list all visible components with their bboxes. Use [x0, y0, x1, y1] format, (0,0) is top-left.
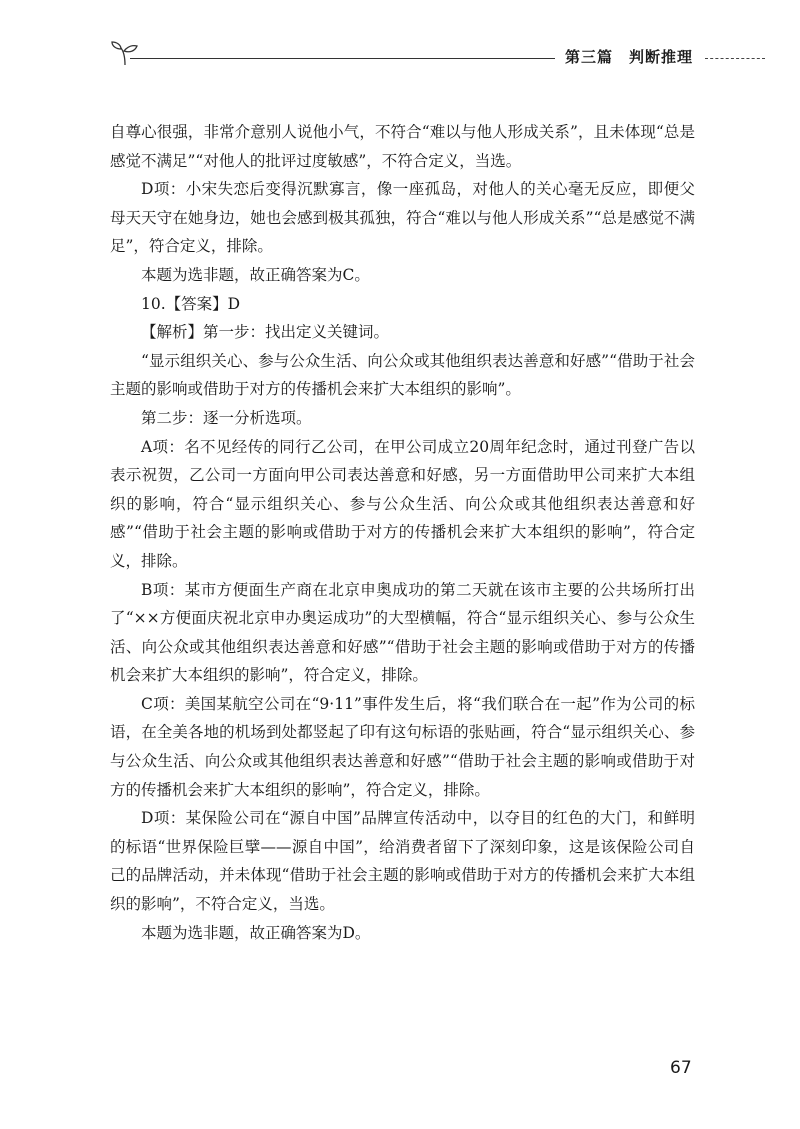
option-a: A项：名不见经传的同行乙公司，在甲公司成立20周年纪念时，通过刊登广告以表示祝贺，乙公司一方面向甲公司表达善意和好感，另一方面借助甲公司来扩大本组织的影响，符合“显示组织关心、参与公众生活、向公众或其他组织表达善意和好感”“借助于社会主题的影响或借助于对方的传播机会来扩大本组织的影响”，符合定义，排除。 — [110, 437, 695, 570]
body-text — [110, 118, 695, 947]
paragraph: 第二步：逐一分析选项。 — [141, 408, 312, 427]
header-rule-left — [130, 58, 555, 59]
paragraph: 本题为选非题，故正确答案为D。 — [141, 923, 371, 942]
header-rule-right — [705, 58, 765, 59]
header-part: 第三篇 — [565, 48, 614, 66]
running-header — [110, 40, 760, 70]
paragraph: D项：小宋失恋后变得沉默寡言，像一座孤岛，对他人的关心毫无反应，即便父母天天守在她身边，她也会感到极其孤独，符合“难以与他人形成关系”“总是感觉不满足”，符合定义，排除。 — [110, 180, 695, 256]
paragraph: 本题为选非题，故正确答案为C。 — [141, 265, 370, 284]
sprout-icon — [110, 40, 140, 66]
page-number: 67 — [670, 1058, 692, 1078]
paragraph: 自尊心很强，非常介意别人说他小气，不符合“难以与他人形成关系”，且未体现“总是感觉不满足”“对他人的批评过度敏感”，不符合定义，当选。 — [110, 123, 695, 170]
option-c: C项：美国某航空公司在“9·11”事件发生后，将“我们联合在一起”作为公司的标语，在全美各地的机场到处都竖起了印有这句标语的张贴画，符合“显示组织关心、参与公众生活、向公众或其他组织表达善意和好感”“借助于社会主题的影响或借助于对方的传播机会来扩大本组织的影响”，符合定义，排除。 — [110, 694, 695, 799]
option-d: D项：某保险公司在“源自中国”品牌宣传活动中，以夺目的红色的大门，和鲜明的标语“世界保险巨擘——源自中国”，给消费者留下了深刻印象，这是该保险公司自己的品牌活动，并未体现“借助于社会主题的影响或借助于对方的传播机会来扩大本组织的影响”，不符合定义，当选。 — [110, 809, 695, 914]
analysis-heading: 【解析】第一步：找出定义关键词。 — [141, 323, 390, 342]
option-b: B项：某市方便面生产商在北京申奥成功的第二天就在该市主要的公共场所打出了“××方便面庆祝北京申办奥运成功”的大型横幅，符合“显示组织关心、参与公众生活、向公众或其他组织表达善意和好感”“借助于社会主题的影响或借助于对方的传播机会来扩大本组织的影响”，符合定义，排除。 — [110, 580, 695, 685]
header-section: 判断推理 — [629, 48, 694, 66]
answer-heading: 10.【答案】D — [141, 294, 241, 313]
header-title — [565, 46, 693, 67]
paragraph: “显示组织关心、参与公众生活、向公众或其他组织表达善意和好感”“借助于社会主题的影响或借助于对方的传播机会来扩大本组织的影响”。 — [110, 351, 695, 399]
